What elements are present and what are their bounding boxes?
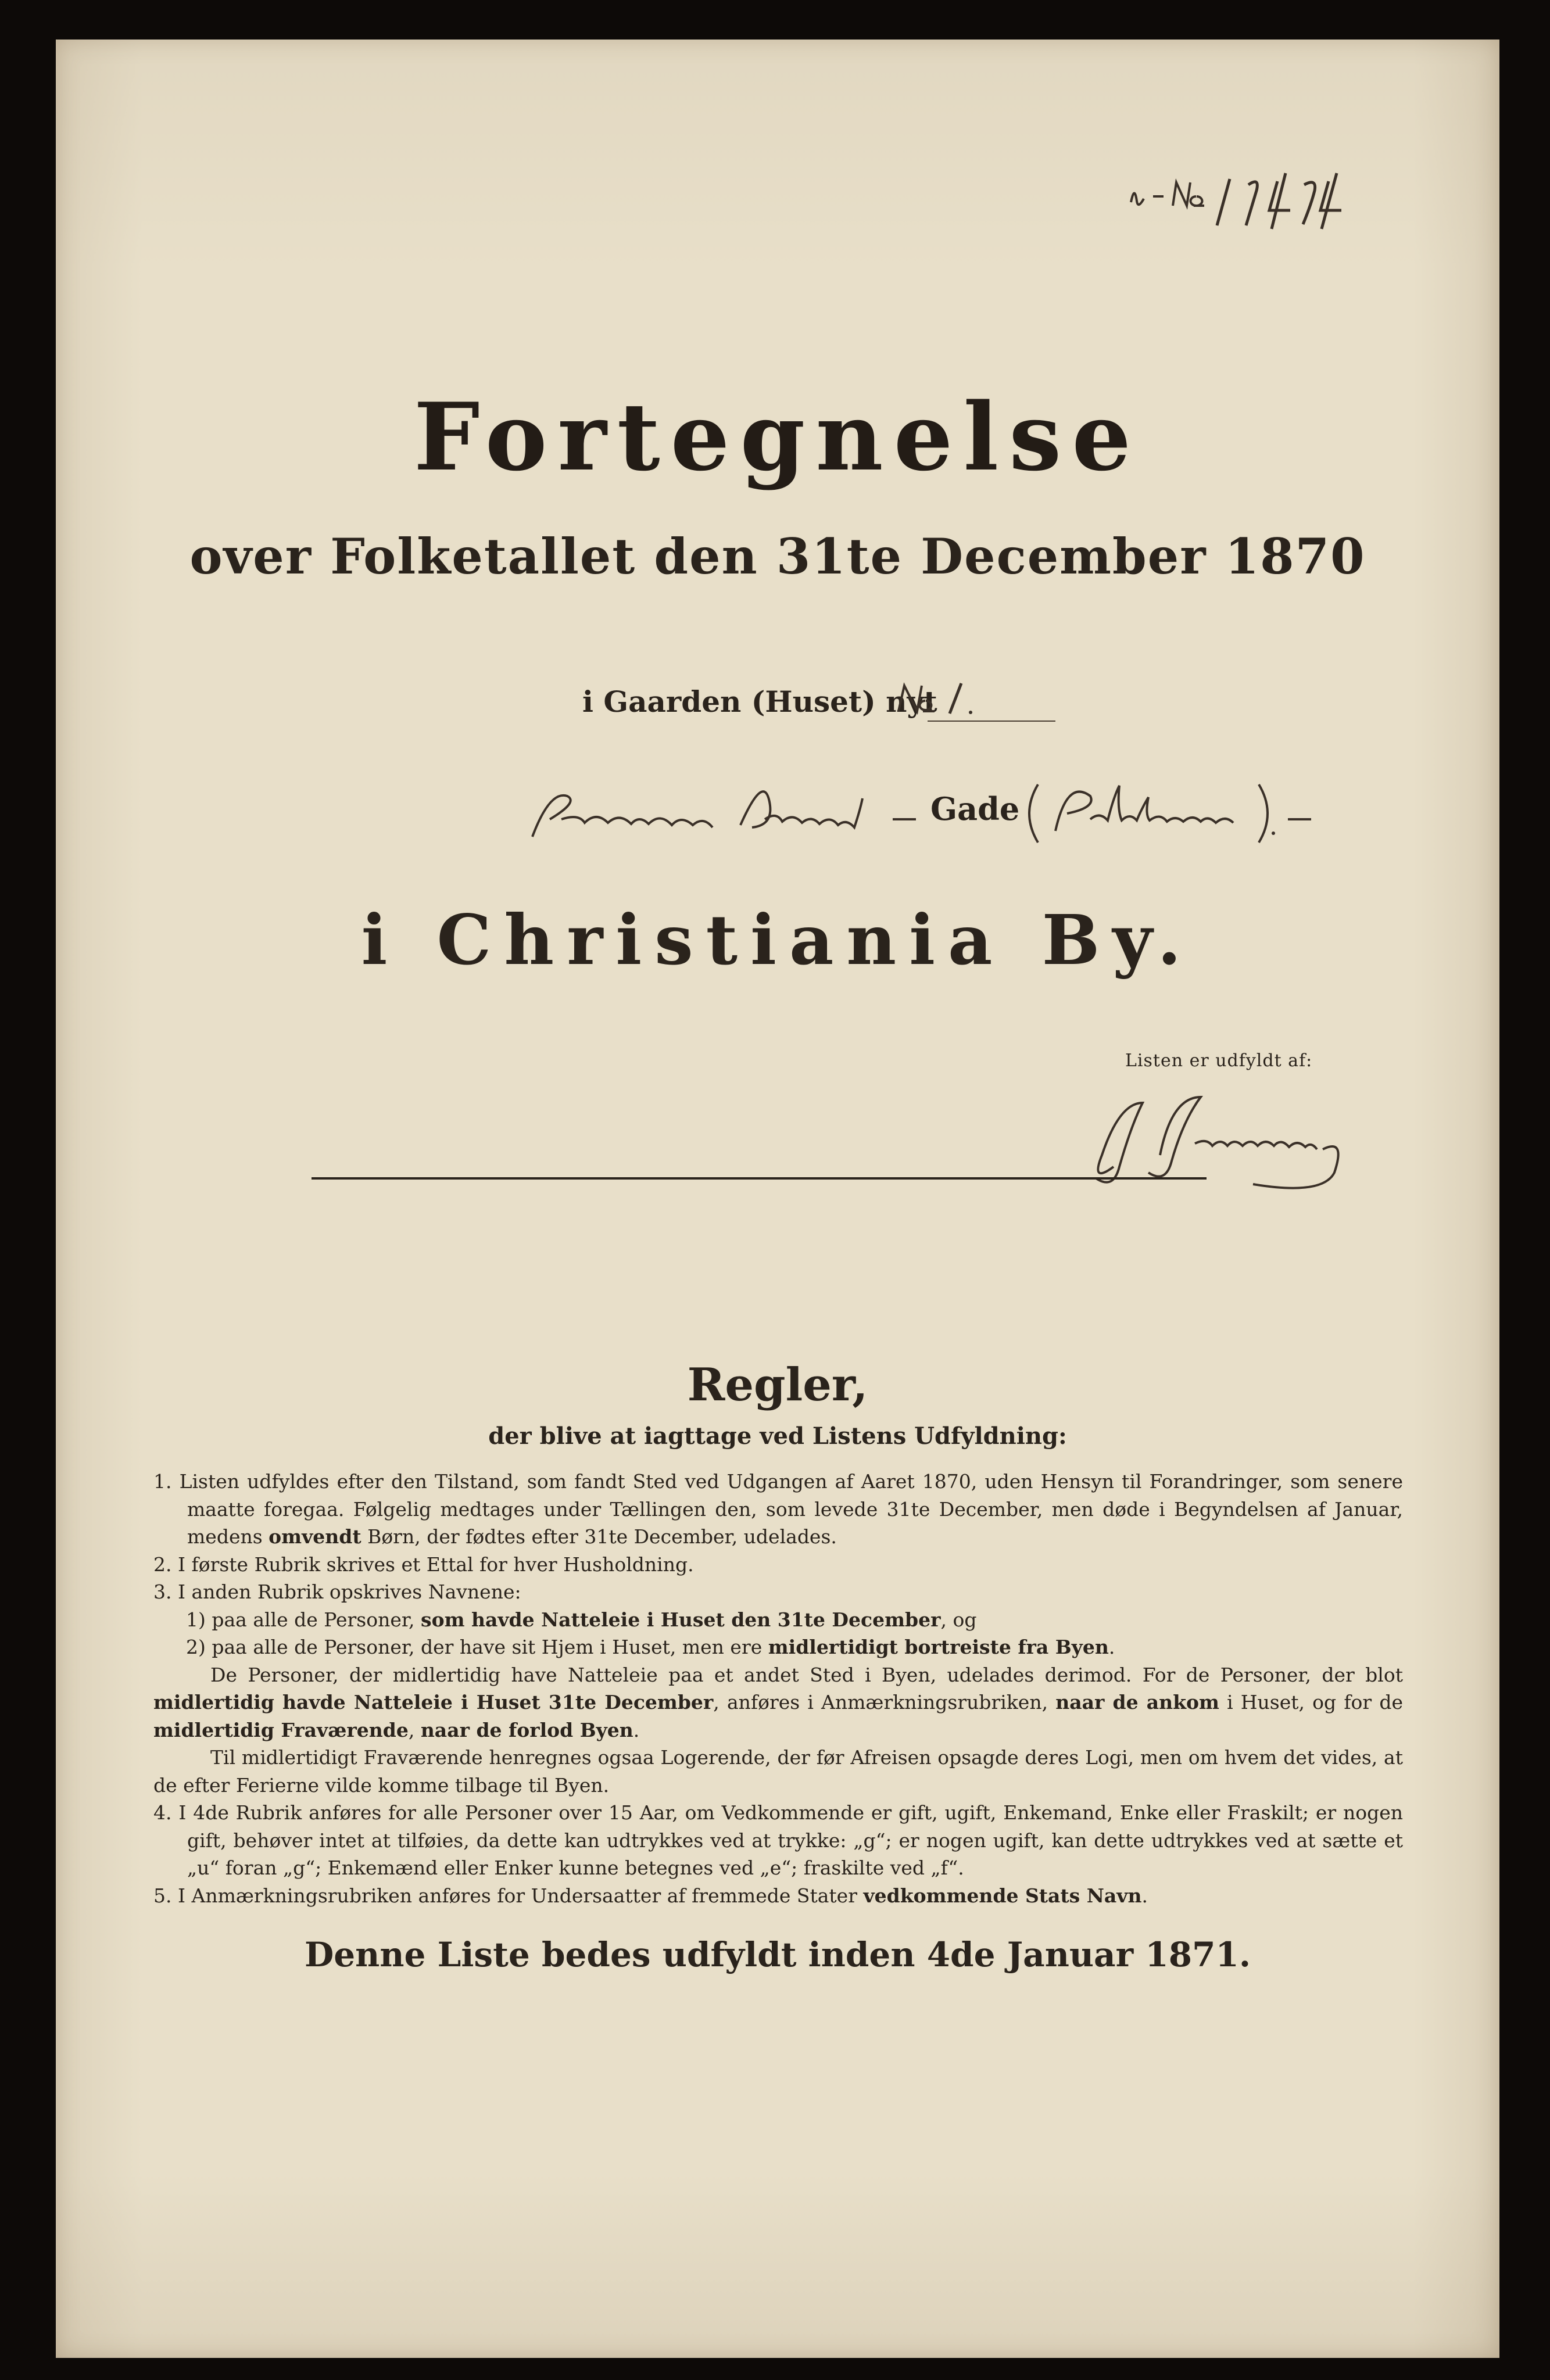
gade-label: Gade: [930, 790, 1020, 827]
gaard-number-handwriting: [893, 666, 1009, 724]
gaard-underline: [928, 721, 1055, 722]
police-station-handwriting: [1015, 773, 1363, 848]
census-form-sheet: [56, 40, 1499, 2358]
rule-3-paragraph-1: De Personer, der midlertidig have Natteleie paa et andet Sted i Byen, udelades derimod. For de Personer, der blot midlertidig havde Natteleie i Huset 31te December, anføres i Anmærkningsrubriken, naar de ankom i Huset, og for de midlertidig Fraværende, naar de forlod Byen.: [153, 1663, 1403, 1741]
rule-3-item-1: 1) paa alle de Personer, som havde Natteleie i Huset den 31te December, og: [186, 1608, 977, 1631]
street-name-handwriting: [521, 773, 928, 848]
form-subtitle: over Folketallet den 31te December 1870: [189, 528, 1366, 585]
rule-1: 1. Listen udfyldes efter den Tilstand, som fandt Sted ved Udgangen af Aaret 1870, uden Hensyn til Forandringer, som senere maatte foregaa. Følgelig medtages under Tællingen den, som levede 31te December, men døde i Begyndelsen af Januar, medens omvendt Børn, der fødtes efter 31te December, udelades.: [153, 1470, 1403, 1548]
form-title: Fortegnelse: [413, 382, 1142, 492]
rule-4: 4. I 4de Rubrik anføres for alle Personer over 15 Aar, om Vedkommende er gift, ugift, Enkemand, Enke eller Fraskilt; er nogen gift, behøver intet at tilføies, da dette kan udtrykkes ved at trykke: „g“; er nogen ugift, kan dette udtrykkes ved at sætte et „u“ foran „g“; Enkemænd eller Enker kunne betegnes ved „e“; fraskilte ved „f“.: [153, 1801, 1403, 1879]
section-divider: [312, 1177, 1207, 1180]
rules-list: [153, 1468, 1403, 1909]
archive-number-handwriting: [1119, 156, 1398, 231]
rule-5: 5. I Anmærkningsrubriken anføres for Undersaatter af fremmede Stater vedkommende Stats Navn.: [153, 1884, 1148, 1907]
rule-3-paragraph-2: Til midlertidigt Fraværende henregnes ogsaa Logerende, der før Afreisen opsagde deres Logi, men om hvem det vides, at de efter Ferierne vilde komme tilbage til Byen.: [153, 1746, 1403, 1797]
gaard-label: i Gaarden (Huset) nyt: [582, 684, 937, 719]
rule-2: 2. I første Rubrik skrives et Ettal for hver Husholdning.: [153, 1553, 694, 1576]
rule-3: 3. I anden Rubrik opskrives Navnene:: [153, 1580, 521, 1603]
rules-subtitle: der blive at iagttage ved Listens Udfyldning:: [488, 1422, 1067, 1450]
deadline-notice: Denne Liste bedes udfyldt inden 4de Januar 1871.: [304, 1935, 1251, 1974]
city-line: i Christiania By.: [361, 899, 1194, 980]
rule-3-item-2: 2) paa alle de Personer, der have sit Hjem i Huset, men ere midlertidigt bortreiste fra Byen.: [186, 1636, 1115, 1658]
rules-title: Regler,: [687, 1359, 868, 1411]
filled-by-label: Listen er udfyldt af:: [1125, 1051, 1313, 1071]
